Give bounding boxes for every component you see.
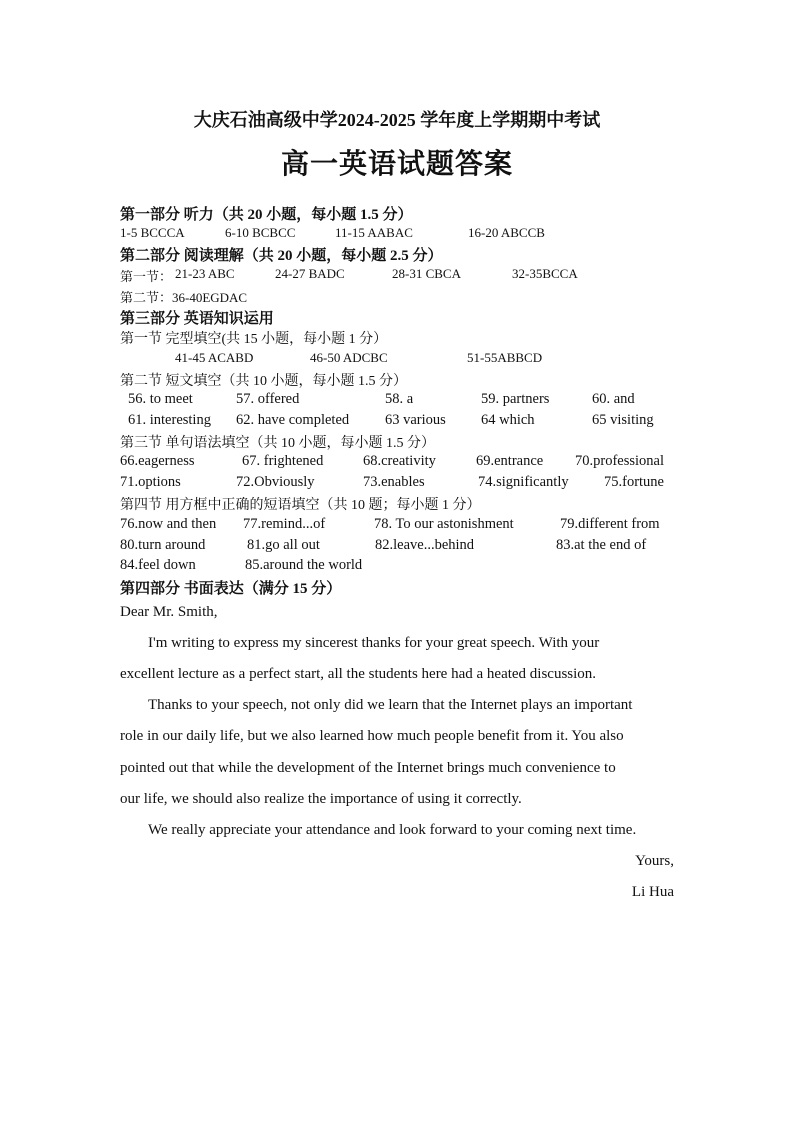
part4-heading: 第四部分 书面表达（满分 15 分） [120,581,342,597]
answer-item: 72.Obviously [236,474,315,490]
part3-heading: 第三部分 英语知识运用 [120,311,274,327]
answer-item: 73.enables [363,474,425,490]
answer-item: 75.fortune [604,474,664,490]
letter-line: We really appreciate your attendance and look forward to your coming next time. [148,822,637,838]
answer-item: 78. To our astonishment [374,516,514,532]
answer-item: 85.around the world [245,557,363,573]
letter-line: Thanks to your speech, not only did we learn that the Internet plays an important [148,697,633,713]
exam-subtitle: 大庆石油高级中学2024-2025 学年度上学期期中考试 [193,110,601,130]
answer-group: 28-31 CBCA [392,266,461,281]
answer-item: 82.leave...behind [375,537,475,553]
answer-item: 83.at the end of [556,537,647,553]
answer-item: 61. interesting [128,412,211,428]
answer-item: 68.creativity [363,453,436,469]
answer-item: 65 visiting [592,412,654,428]
answer-item: 56. to meet [128,391,193,407]
answer-item: 59. partners [481,391,550,407]
answer-group: 46-50 ADCBC [310,350,388,365]
answer-item: 69.entrance [476,453,544,469]
letter-closing: Yours, [635,853,674,869]
letter-line: role in our daily life, but we also learned how much people benefit from it. You also [120,728,624,744]
answer-group: 16-20 ABCCB [468,225,545,240]
answer-group: 1-5 BCCCA [120,225,185,240]
grammar-fill-title: 第三节 单句语法填空（共 10 小题，每小题 1.5 分） [120,436,435,451]
section-label: 第一节： [120,269,173,284]
answer-group: 6-10 BCBCC [225,225,296,240]
letter-line: excellent lecture as a perfect start, all the students here had a heated discussion. [120,666,597,682]
phrase-fill-title: 第四节 用方框中正确的短语填空（共 10 题；每小题 1 分） [120,498,481,513]
answer-item: 58. a [385,391,414,407]
answer-group: 32-35BCCA [512,266,578,281]
answer-item: 66.eagerness [120,453,195,469]
answer-item: 64 which [481,412,535,428]
part1-heading: 第一部分 听力（共 20 小题，每小题 1.5 分） [120,207,413,223]
answer-item: 79.different from [560,516,660,532]
page-title: 高一英语试题答案 [280,149,513,180]
answer-item: 74.significantly [478,474,569,490]
answer-item: 84.feel down [120,557,196,573]
answer-group: 41-45 ACABD [175,350,254,365]
answer-group: 51-55ABBCD [467,350,543,365]
answer-item: 57. offered [236,391,300,407]
part2-section2: 第二节：36-40EGDAC [120,290,248,305]
letter-signature: Li Hua [631,884,674,900]
answer-group: 21-23 ABC [175,266,235,281]
answer-item: 76.now and then [120,516,217,532]
letter-line: our life, we should also realize the importance of using it correctly. [120,791,522,807]
letter-line: I'm writing to express my sincerest thanks for your great speech. With your [148,635,600,651]
letter-greeting: Dear Mr. Smith, [120,604,218,620]
answer-item: 60. and [592,391,635,407]
answer-item: 71.options [120,474,181,490]
part2-heading: 第二部分 阅读理解（共 20 小题，每小题 2.5 分） [120,248,443,264]
passage-fill-title: 第二节 短文填空（共 10 小题，每小题 1.5 分） [120,374,407,389]
letter-line: pointed out that while the development of the Internet brings much convenience to [120,760,616,776]
cloze-title: 第一节 完型填空(共 15 小题，每小题 1 分） [120,332,388,347]
answer-item: 77.remind...of [243,516,326,532]
answer-item: 62. have completed [236,412,350,428]
answer-item: 81.go all out [247,537,320,553]
answer-group: 24-27 BADC [275,266,345,281]
answer-item: 70.professional [575,453,664,469]
answer-item: 63 various [385,412,446,428]
answer-item: 80.turn around [120,537,206,553]
answer-item: 67. frightened [242,453,324,469]
answer-group: 11-15 AABAC [335,225,413,240]
